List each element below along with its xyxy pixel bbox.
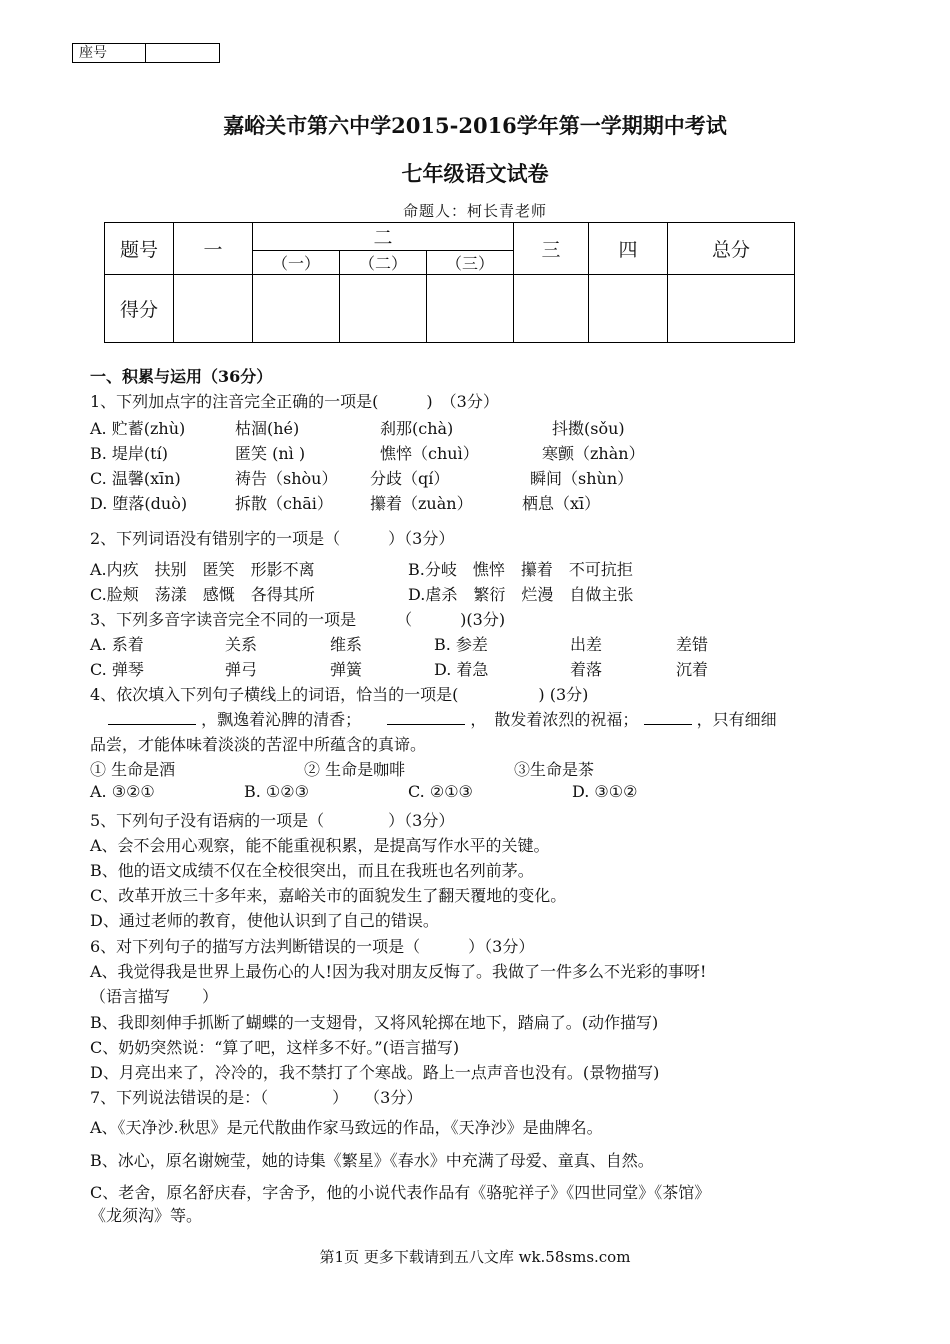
q7-option-b: B、冰心，原名谢婉莹，她的诗集《繁星》《春水》中充满了母爱、童真、自然。 bbox=[90, 1151, 654, 1170]
q1-d-1: D. 堕落(duò) bbox=[90, 494, 188, 513]
q3-r1-1: A. 系着 bbox=[90, 635, 144, 654]
q4-item-1: ① 生命是酒 bbox=[90, 760, 176, 779]
q4-opt-d: D. ③①② bbox=[572, 782, 638, 801]
q2-option-b: B.分岐 憔悴 攥着 不可抗拒 bbox=[408, 560, 633, 579]
score-input-4[interactable] bbox=[589, 275, 668, 343]
score-input-2-1[interactable] bbox=[253, 275, 340, 343]
q4-opt-c: C. ②①③ bbox=[408, 782, 473, 801]
q5-option-c: C、改革开放三十多年来，嘉峪关市的面貌发生了翻天覆地的变化。 bbox=[90, 886, 567, 905]
cell-col-4: 四 bbox=[589, 223, 668, 275]
cell-col-1: 一 bbox=[174, 223, 253, 275]
q1-stem: 1、下列加点字的注音完全正确的一项是( ) （3分） bbox=[90, 392, 499, 411]
q3-r1-3: 维系 bbox=[330, 635, 363, 654]
q5-option-a: A、会不会用心观察，能不能重视积累，是提高写作水平的关键。 bbox=[90, 836, 550, 855]
cell-sub-2: （二） bbox=[340, 251, 427, 275]
q3-r1-6: 差错 bbox=[676, 635, 709, 654]
q6-stem: 6、对下列句子的描写方法判断错误的一项是（ ）（3分） bbox=[90, 937, 535, 956]
q4-item-2: ② 生命是咖啡 bbox=[304, 760, 406, 779]
q4-blank-2[interactable] bbox=[387, 708, 465, 725]
q2-option-d: D.虐杀 繁衍 烂漫 自做主张 bbox=[408, 585, 634, 604]
cell-tihao: 题号 bbox=[105, 223, 174, 275]
score-input-2-3[interactable] bbox=[427, 275, 514, 343]
q1-c-1: C. 温馨(xīn) bbox=[90, 469, 181, 488]
q4-s3: ，只有细细 bbox=[696, 710, 777, 729]
q1-b-4: 寒颤（zhàn） bbox=[542, 444, 645, 463]
q1-c-2: 祷告（shòu） bbox=[235, 469, 338, 488]
q1-d-4: 栖息（xī） bbox=[522, 494, 601, 513]
q7-stem: 7、下列说法错误的是：（ ） （3分） bbox=[90, 1088, 423, 1107]
q3-r1-4: B. 参差 bbox=[434, 635, 488, 654]
score-input-1[interactable] bbox=[174, 275, 253, 343]
score-input-total[interactable] bbox=[668, 275, 795, 343]
cell-sub-3: （三） bbox=[427, 251, 514, 275]
q1-a-1: A. 贮蓄(zhù) bbox=[90, 419, 186, 438]
q7-option-c: C、老舍，原名舒庆春，字舍予，他的小说代表作品有《骆驼祥子》《四世同堂》《茶馆》 bbox=[90, 1183, 711, 1202]
q1-c-4: 瞬间（shùn） bbox=[530, 469, 634, 488]
q1-b-2: 匿笑 (nì ) bbox=[235, 444, 306, 463]
q4-opt-a: A. ③②① bbox=[90, 782, 155, 801]
q1-a-3: 刹那(chà) bbox=[380, 419, 454, 438]
section-heading: 一、积累与运用（36分） bbox=[90, 367, 273, 386]
exam-subtitle: 七年级语文试卷 bbox=[401, 161, 549, 186]
q4-s4: 品尝，才能体味着淡淡的苦涩中所蕴含的真谛。 bbox=[90, 735, 427, 754]
q3-r2-4: D. 着急 bbox=[434, 660, 489, 679]
q1-a-2: 枯涸(hé) bbox=[235, 419, 300, 438]
q4-blank-1[interactable] bbox=[108, 708, 196, 725]
q4-s2: ， 散发着浓烈的祝福； bbox=[470, 710, 639, 729]
cell-col-2: 二 bbox=[253, 223, 514, 251]
cell-col-3: 三 bbox=[514, 223, 589, 275]
q2-option-c: C.脸颊 荡漾 感慨 各得其所 bbox=[90, 585, 315, 604]
q4-opt-b: B. ①②③ bbox=[244, 782, 309, 801]
q3-stem: 3、下列多音字读音完全不同的一项是 （ )(3分) bbox=[90, 610, 506, 629]
q3-r2-1: C. 弹琴 bbox=[90, 660, 144, 679]
q6-option-b: B、我即刻伸手抓断了蝴蝶的一支翅骨，又将风轮掷在地下，踏扁了。(动作描写) bbox=[90, 1013, 659, 1032]
q4-sentence-line bbox=[108, 707, 777, 730]
q5-stem: 5、下列句子没有语病的一项是（ ）（3分） bbox=[90, 811, 455, 830]
q6-option-a: A、我觉得我是世界上最伤心的人!因为我对朋友反悔了。我做了一件多么不光彩的事呀! bbox=[90, 962, 707, 981]
q3-r2-2: 弹弓 bbox=[225, 660, 258, 679]
q6-option-d: D、月亮出来了，冷冷的，我不禁打了个寒战。路上一点声音也没有。(景物描写) bbox=[90, 1063, 660, 1082]
q2-stem: 2、下列词语没有错别字的一项是（ ）（3分） bbox=[90, 529, 455, 548]
q5-option-d: D、通过老师的教育，使他认识到了自己的错误。 bbox=[90, 911, 439, 930]
q4-stem: 4、依次填入下列句子横线上的词语，恰当的一项是( ) (3分) bbox=[90, 685, 589, 704]
exam-title: 嘉峪关市第六中学2015-2016学年第一学期期中考试 bbox=[223, 113, 727, 138]
q3-r2-5: 着落 bbox=[570, 660, 603, 679]
q3-r1-5: 出差 bbox=[570, 635, 603, 654]
q4-blank-3[interactable] bbox=[644, 708, 692, 725]
cell-sub-1: （一） bbox=[253, 251, 340, 275]
seat-label: 座号 bbox=[73, 44, 146, 62]
q1-d-3: 攥着（zuàn） bbox=[370, 494, 473, 513]
q7-option-c-cont: 《龙须沟》等。 bbox=[90, 1206, 203, 1225]
q4-item-3: ③生命是茶 bbox=[514, 760, 595, 779]
exam-author: 命题人：柯长青老师 bbox=[402, 202, 547, 220]
q1-a-4: 抖擞(sǒu) bbox=[552, 419, 625, 438]
q6-option-c: C、奶奶突然说：“算了吧，这样多不好。”(语言描写) bbox=[90, 1038, 460, 1057]
q1-b-1: B. 堤岸(tí) bbox=[90, 444, 168, 463]
cell-defen: 得分 bbox=[105, 275, 174, 343]
q5-option-b: B、他的语文成绩不仅在全校很突出，而且在我班也名列前茅。 bbox=[90, 861, 534, 880]
score-input-3[interactable] bbox=[514, 275, 589, 343]
seat-number-box bbox=[72, 43, 220, 63]
q3-r2-3: 弹簧 bbox=[330, 660, 363, 679]
q6-option-a-cont: （语言描写 ） bbox=[90, 987, 219, 1006]
q2-option-a: A.内疚 扶别 匿笑 形影不离 bbox=[90, 560, 315, 579]
score-input-2-2[interactable] bbox=[340, 275, 427, 343]
q1-c-3: 分歧（qí） bbox=[370, 469, 450, 488]
cell-total: 总分 bbox=[668, 223, 795, 275]
q1-d-2: 拆散（chāi） bbox=[235, 494, 333, 513]
q1-b-3: 憔悴（chuì） bbox=[380, 444, 479, 463]
q7-option-a: A、《天净沙.秋思》是元代散曲作家马致远的作品，《天净沙》是曲牌名。 bbox=[90, 1118, 603, 1137]
q4-s1: ，飘逸着沁脾的清香； bbox=[201, 710, 362, 729]
page-footer: 第1页 更多下载请到五八文库 wk.58sms.com bbox=[319, 1248, 631, 1266]
q3-r1-2: 关系 bbox=[225, 635, 258, 654]
q3-r2-6: 沉着 bbox=[676, 660, 709, 679]
score-table bbox=[104, 222, 795, 343]
